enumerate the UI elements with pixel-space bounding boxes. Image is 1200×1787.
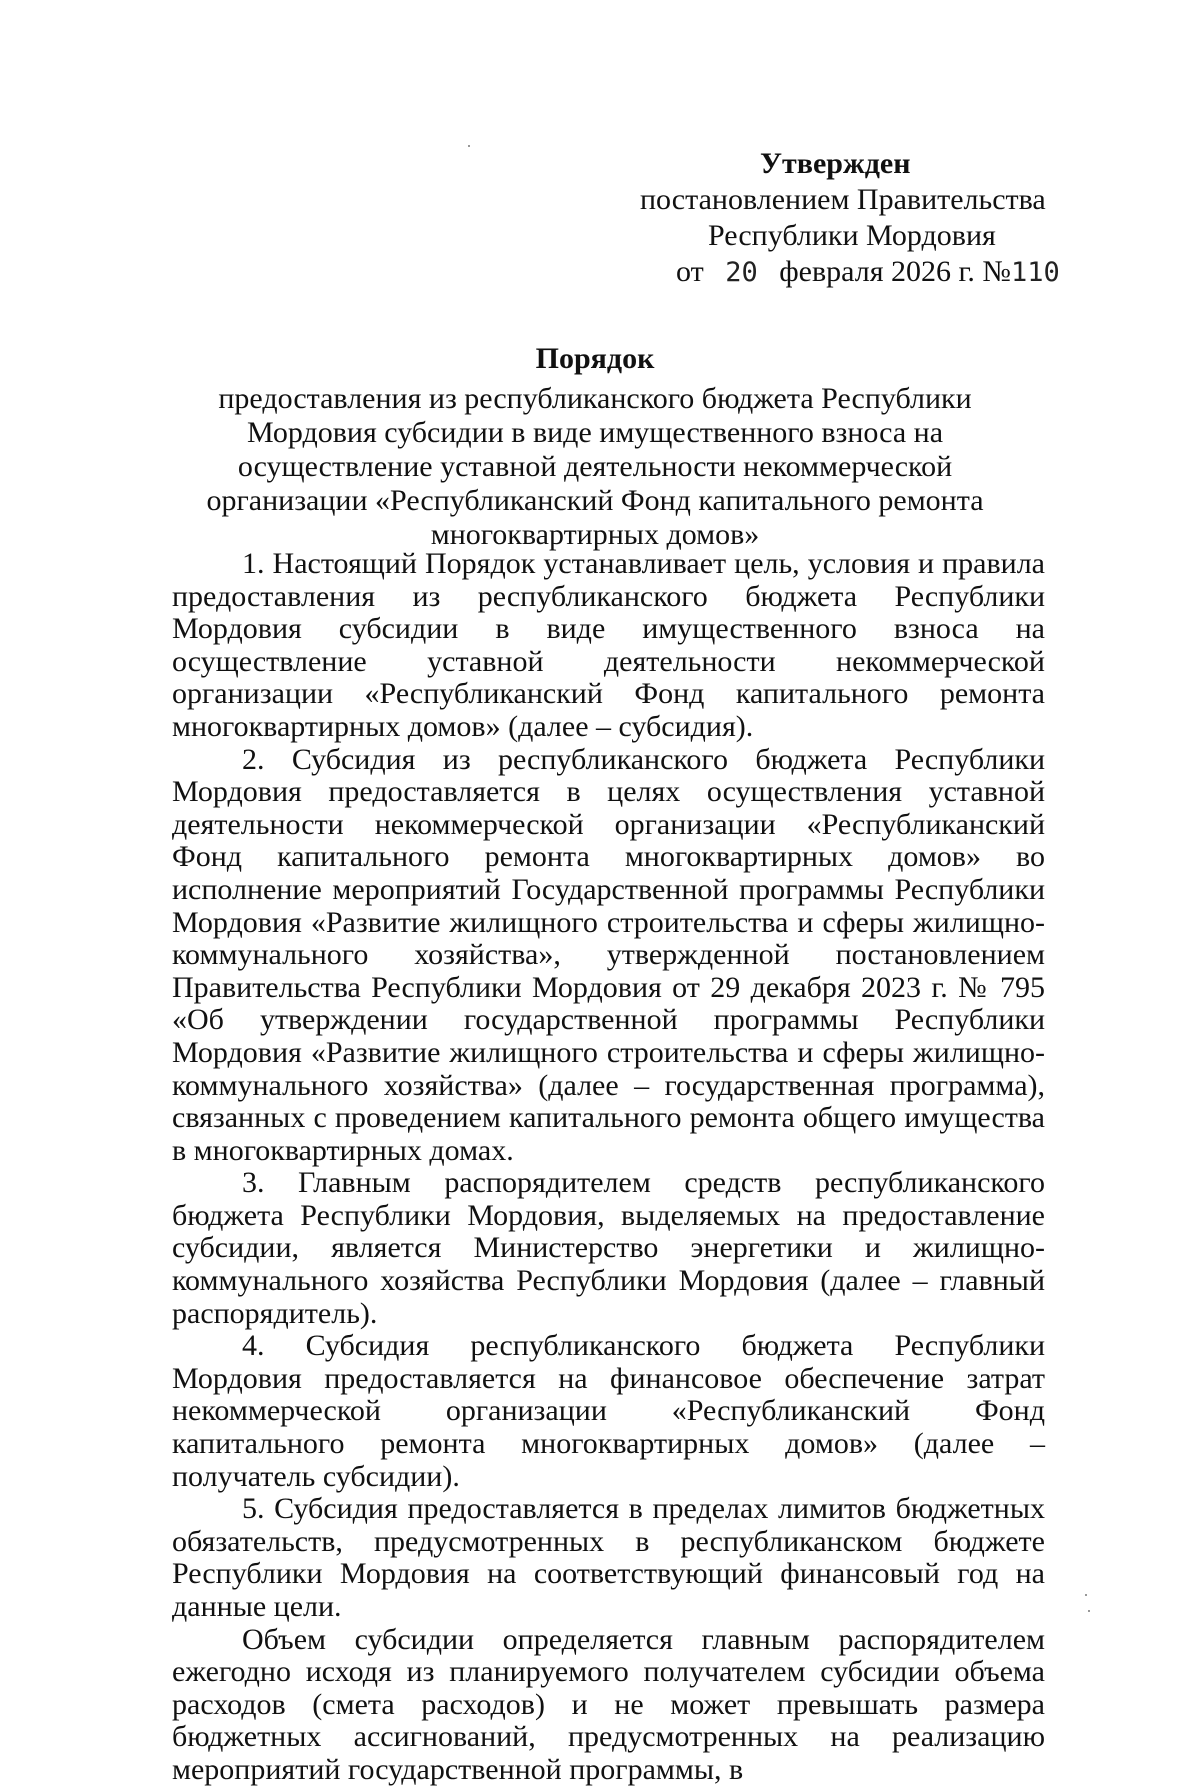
approval-date-line (640, 254, 1100, 291)
paragraph-5: 5. Субсидия предоставляется в пределах лимитов бюджетных обязательств, предусмотренных в республиканском бюджете Республики Мордовия на соответствующий финансовый год на данные цели. (172, 1492, 1045, 1623)
approval-date-prefix: от (676, 255, 704, 288)
approval-line-2: Республики Мордовия (708, 219, 996, 252)
approval-date-day: 20 (725, 257, 758, 288)
paragraph-3: 3. Главным распорядителем средств республиканского бюджета Республики Мордовия, выделяемых на предоставление субсидии, является Министерство энергетики и жилищно-коммунального хозяйства Республики Мордовия (далее – главный распорядитель). (172, 1166, 1045, 1330)
document-title: Порядок (535, 342, 655, 375)
approval-date-number: 110 (1011, 257, 1060, 288)
approval-date-rest: февраля 2026 г. № (779, 255, 1012, 288)
approval-line-1: постановлением Правительства (640, 183, 1046, 216)
scan-speck (1088, 1610, 1090, 1612)
paragraph-6: Объем субсидии определяется главным распорядителем ежегодно исходя из планируемого получателем субсидии объема расходов (смета расходов) и не может превышать размера бюджетных ассигнований, предусмотренных на реализацию мероприятий государственной программы, в (172, 1622, 1045, 1786)
document-subtitle: предоставления из республиканского бюджета Республики Мордовия субсидии в виде имущественного взноса на осуществление уставной деятельности некоммерческой организации «Республиканский Фонд капитального ремонта многоквартирных домов» (206, 382, 984, 551)
scan-speck (468, 145, 470, 147)
document-body (172, 548, 1045, 1787)
document-heading (160, 342, 1030, 552)
paragraph-4: 4. Субсидия республиканского бюджета Республики Мордовия предоставляется на финансовое обеспечение затрат некоммерческой организации «Республиканский Фонд капитального ремонта многоквартирных домов» (далее – получатель субсидии). (172, 1329, 1045, 1493)
paragraph-1: 1. Настоящий Порядок устанавливает цель, условия и правила предоставления из республиканского бюджета Республики Мордовия субсидии в виде имущественного взноса на осуществление уставной деятельности некоммерческой организации «Республиканский Фонд капитального ремонта многоквартирных домов» (далее – субсидия). (172, 547, 1045, 743)
approval-title: Утвержден (760, 147, 911, 180)
approval-block (640, 146, 1100, 291)
scan-speck (1085, 1594, 1087, 1596)
paragraph-2: 2. Субсидия из республиканского бюджета Республики Мордовия предоставляется в целях осуществления уставной деятельности некоммерческой организации «Республиканский Фонд капитального ремонта многоквартирных домов» во исполнение мероприятий Государственной программы Республики Мордовия «Развитие жилищного строительства и сферы жилищно-коммунального хозяйства», утвержденной постановлением Правительства Республики Мордовия от 29 декабря 2023 г. № 795 «Об утверждении государственной программы Республики Мордовия «Развитие жилищного строительства и сферы жилищно-коммунального хозяйства» (далее – государственная программа), связанных с проведением капитального ремонта общего имущества в многоквартирных домах. (172, 742, 1045, 1167)
